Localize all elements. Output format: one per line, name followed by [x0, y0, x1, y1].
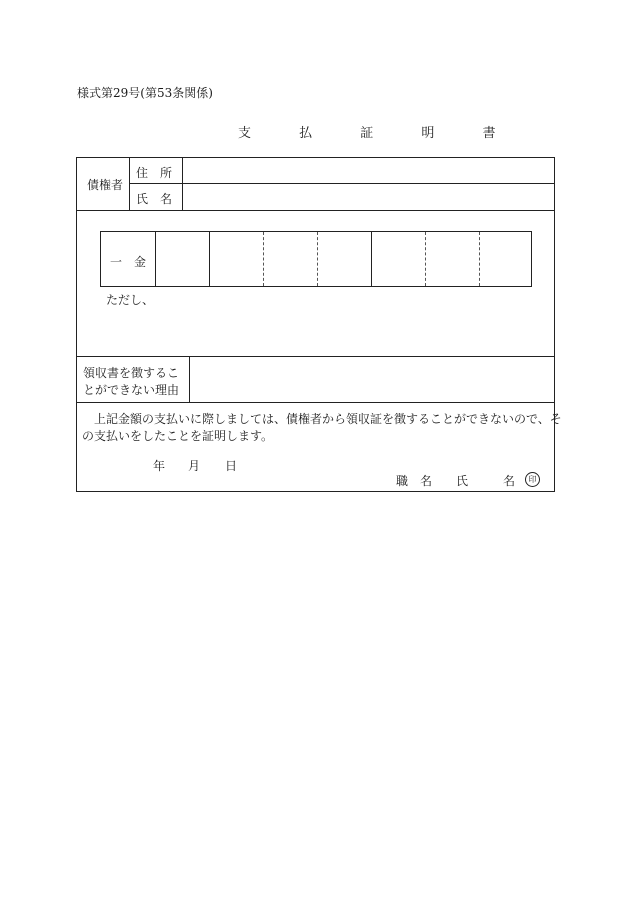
reason-label-line2: とができない理由 — [83, 383, 180, 397]
address-label: 住 所 — [136, 166, 173, 180]
divider — [77, 210, 554, 211]
name-field[interactable] — [189, 190, 549, 206]
certification-line2: の支払いをしたことを証明します。 — [82, 429, 274, 443]
seal-stamp-icon: 印 — [525, 472, 540, 487]
divider — [209, 232, 210, 286]
amount-note: ただし、 — [106, 293, 155, 307]
divider — [371, 232, 372, 286]
document-title: 支 払 証 明 書 — [238, 126, 518, 141]
divider — [479, 232, 480, 286]
name-label: 氏 名 — [136, 192, 173, 206]
divider — [189, 356, 190, 402]
divider — [129, 183, 555, 184]
creditor-label: 債権者 — [87, 178, 124, 192]
job-title-label: 職 名 — [396, 474, 433, 488]
date-day: 日 — [225, 459, 238, 473]
divider — [263, 232, 264, 286]
form-number: 様式第29号(第53条関係) — [77, 86, 213, 100]
divider — [317, 232, 318, 286]
certificate-table — [76, 157, 562, 492]
amount-grid — [100, 231, 532, 287]
certification-line1: 上記金額の支払いに際しましては、債権者から領収証を徴することができないので、そ — [94, 412, 562, 426]
divider — [182, 158, 183, 210]
signer-name-label-2: 名 — [503, 474, 516, 488]
divider — [129, 158, 130, 210]
divider — [77, 402, 554, 403]
divider — [425, 232, 426, 286]
signer-name-label-1: 氏 — [456, 474, 469, 488]
amount-label: 一 金 — [110, 255, 147, 269]
address-field[interactable] — [189, 164, 549, 180]
date-year: 年 — [153, 459, 166, 473]
divider — [77, 356, 554, 357]
divider — [155, 232, 156, 286]
reason-field[interactable] — [195, 364, 547, 396]
date-month: 月 — [188, 459, 201, 473]
reason-label-line1: 領収書を徴するこ — [83, 366, 180, 380]
